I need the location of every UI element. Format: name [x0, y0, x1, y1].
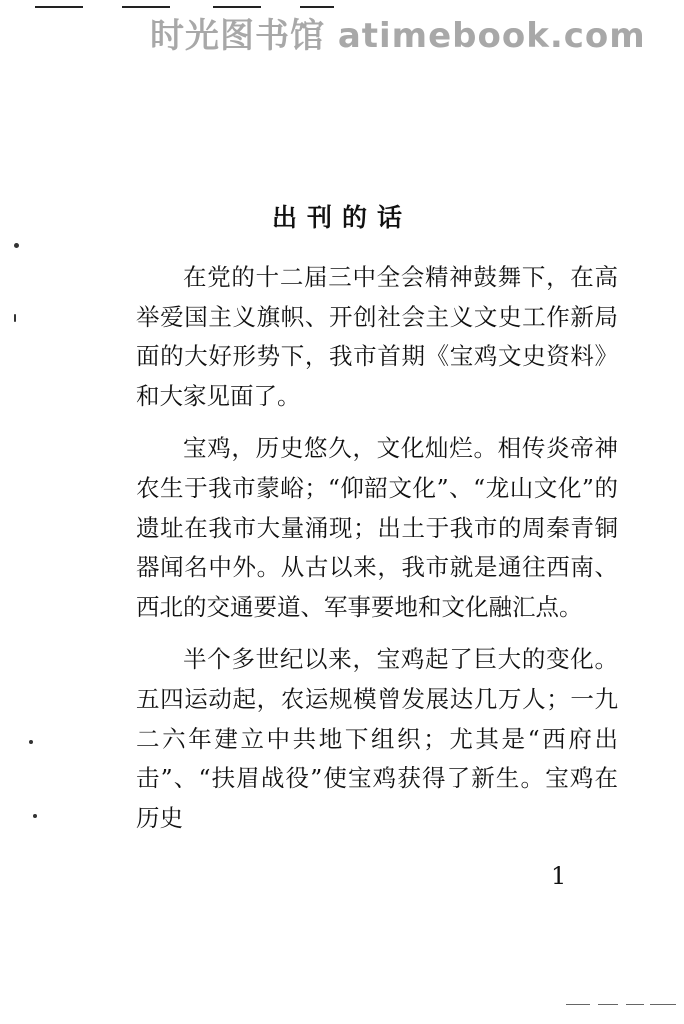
scan-dash: [598, 1004, 618, 1005]
scan-speck: [14, 243, 19, 248]
page-title: 出刊的话: [271, 203, 412, 232]
paragraph-1: 在党的十二届三中全会精神鼓舞下，在高举爱国主义旗帜、开创社会主义文史工作新局面的大好形势下，我市首期《宝鸡文史资料》和大家见面了。: [136, 263, 618, 410]
scan-dash: [566, 1004, 590, 1005]
scan-dash: [626, 1004, 644, 1005]
watermark: 时光图书馆 atimebook.com: [150, 16, 646, 56]
scan-speck: [33, 814, 37, 818]
scan-speck: [14, 314, 16, 322]
paragraph-2: 宝鸡，历史悠久，文化灿烂。相传炎帝神农生于我市蒙峪；“仰韶文化”、“龙山文化”的遗址在我市大量涌现；出土于我市的周秦青铜器闻名中外。从古以来，我市就是通往西南、西北的交通要道、军事要地和文化融汇点。: [136, 434, 618, 621]
paragraph-3: 半个多世纪以来，宝鸡起了巨大的变化。五四运动起，农运规模曾发展达几万人；一九二六年建立中共地下组织；尤其是“西府出击”、“扶眉战役”使宝鸡获得了新生。宝鸡在历史: [136, 645, 618, 832]
body-text: [136, 258, 618, 851]
scan-rule-1: [35, 6, 83, 8]
scan-dash: [650, 1004, 676, 1005]
page-number: 1: [551, 862, 567, 890]
scan-speck: [29, 740, 33, 744]
